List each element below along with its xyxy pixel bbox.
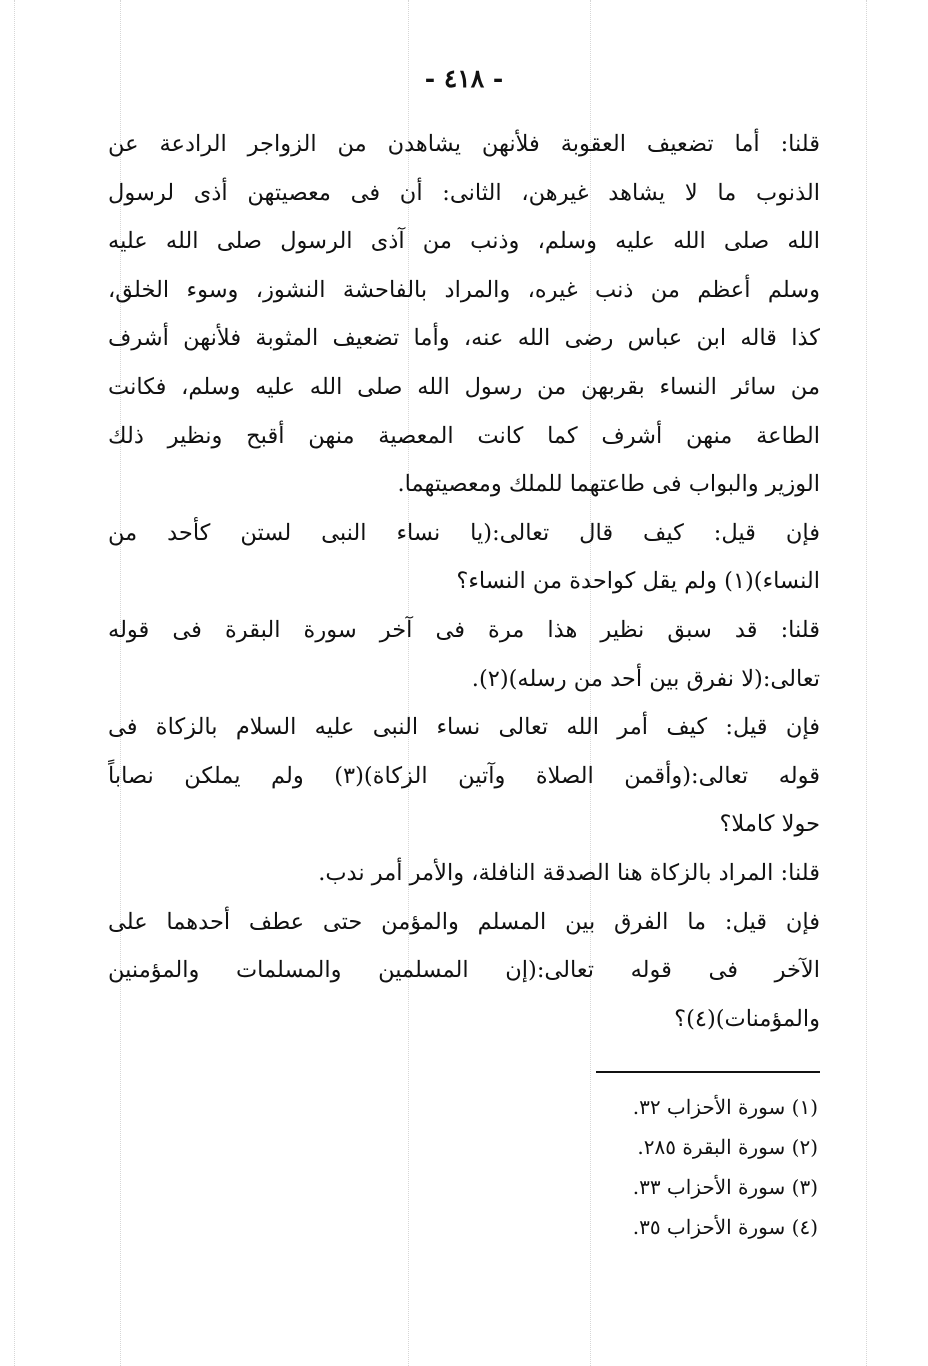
text-line: النساء)(١) ولم يقل كواحدة من النساء؟ (456, 568, 820, 595)
text-line: الآخر فى قوله تعالى:(إن المسلمين والمسلمات والمؤمنين (108, 957, 820, 984)
text-line: الطاعة منهن أشرف كما كانت المعصية منهن أقبح ونظير ذلك (108, 422, 820, 449)
text-line: وسلم أعظم من ذنب غيره، والمراد بالفاحشة النشوز، وسوء الخلق، (108, 276, 820, 303)
text-line: من سائر النساء بقربهن من رسول الله صلى الله عليه وسلم، فكانت (108, 373, 820, 400)
footnote: (٣) سورة الأحزاب ٣٣. (632, 1175, 818, 1199)
text-line: قلنا: قد سبق نظير هذا مرة فى آخر سورة البقرة فى قوله (108, 616, 820, 643)
scan-artifact (14, 0, 15, 1366)
text-line: قوله تعالى:(وأقمن الصلاة وآتين الزكاة)(٣) ولم يملكن نصاباً (108, 762, 820, 789)
text-line: تعالى:(لا نفرق بين أحد من رسله)(٢). (471, 665, 820, 692)
text-line: فإن قيل: كيف قال تعالى:(يا نساء النبى لستن كأحد من (108, 519, 820, 546)
footnote-divider (596, 1071, 820, 1073)
text-line: فإن قيل: كيف أمر الله تعالى نساء النبى عليه السلام بالزكاة فى (108, 714, 820, 741)
footnote: (٢) سورة البقرة ٢٨٥. (637, 1135, 818, 1159)
page-number: - ٤١٨ - (424, 64, 504, 93)
text-line: والمؤمنات)(٤)؟ (674, 1005, 820, 1032)
text-line: الذنوب ما لا يشاهد غيرهن، الثانى: أن فى معصيتهن أذى لرسول (108, 179, 820, 206)
text-line: الوزير والبواب فى طاعتهما للملك ومعصيتهما. (397, 471, 820, 498)
text-line: قلنا: المراد بالزكاة هنا الصدقة النافلة، والأمر أمر ندب. (318, 859, 820, 886)
text-line: الله صلى الله عليه وسلم، وذنب من آذى الرسول صلى الله عليه (108, 228, 820, 255)
text-line: فإن قيل: ما الفرق بين المسلم والمؤمن حتى عطف أحدهما على (108, 908, 820, 935)
footnote: (٤) سورة الأحزاب ٣٥. (632, 1215, 818, 1239)
footnote: (١) سورة الأحزاب ٣٢. (632, 1095, 818, 1119)
scan-artifact (866, 0, 867, 1366)
text-line: كذا قاله ابن عباس رضى الله عنه، وأما تضعيف المثوبة فلأنهن أشرف (108, 325, 820, 352)
body-text (108, 120, 820, 1043)
text-line: قلنا: أما تضعيف العقوبة فلأنهن يشاهدن من الزواجر الرادعة عن (108, 131, 820, 157)
text-line: حولا كاملا؟ (719, 811, 820, 838)
footnotes (520, 1087, 818, 1247)
